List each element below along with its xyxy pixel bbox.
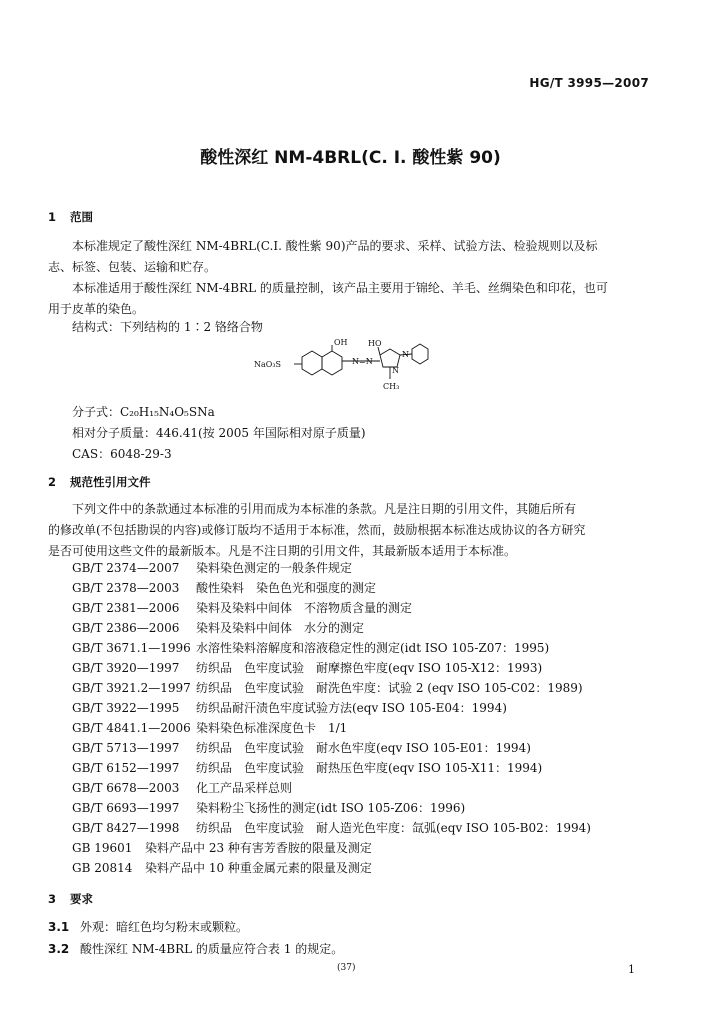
reference-title: 染料及染料中间体 水分的测定: [196, 621, 365, 635]
reference-item: [72, 698, 591, 718]
page-number: 1: [628, 963, 635, 976]
cas-number: CAS：6048-29-3: [72, 447, 172, 461]
scope-paragraph-2: [48, 278, 654, 320]
requirement-item: [48, 918, 248, 935]
section-number: 1: [48, 210, 57, 224]
reference-code: GB/T 3671.1—1996: [72, 641, 191, 655]
reference-code: GB/T 5713—1997: [72, 741, 180, 755]
ch3-label: CH₃: [383, 382, 400, 391]
scope-paragraph-1: [48, 236, 654, 278]
reference-item: [72, 838, 591, 858]
normative-intro: [48, 499, 654, 562]
reference-title: 纺织品 色牢度试验 耐热压色牢度(eqv ISO 105-X11：1994): [196, 761, 543, 775]
ho-label: HO: [368, 339, 382, 348]
reference-code: GB/T 3921.2—1997: [72, 681, 191, 695]
reference-title: 染料及染料中间体 不溶物质含量的测定: [196, 601, 413, 615]
reference-item: [72, 618, 591, 638]
reference-item: [72, 718, 591, 738]
reference-code: GB/T 6678—2003: [72, 781, 180, 795]
section-1-heading: [48, 209, 93, 225]
sulfonate-label: NaO₃S: [254, 360, 282, 369]
reference-code: GB/T 3920—1997: [72, 661, 180, 675]
reference-code: GB/T 8427—1998: [72, 821, 180, 835]
reference-code: GB/T 4841.1—2006: [72, 721, 191, 735]
reference-code: GB/T 2378—2003: [72, 581, 180, 595]
chemical-structure: [250, 337, 450, 397]
reference-code: GB/T 2386—2006: [72, 621, 180, 635]
reference-code: GB/T 2374—2007: [72, 561, 180, 575]
reference-code: GB/T 3922—1995: [72, 701, 180, 715]
reference-title: 化工产品采样总则: [196, 781, 293, 795]
reference-item: [72, 758, 591, 778]
n-label-2: N: [392, 366, 399, 375]
document-title: 酸性深红 NM-4BRL(C. I. 酸性紫 90): [200, 148, 501, 168]
reference-title: 染料染色标准深度色卡 1/1: [196, 721, 348, 735]
reference-title: 水溶性染料溶解度和溶液稳定性的测定(idt ISO 105-Z07：1995): [196, 641, 550, 655]
reference-item: [72, 638, 591, 658]
reference-code: GB/T 6693—1997: [72, 801, 180, 815]
requirement-text: 酸性深红 NM-4BRL 的质量应符合表 1 的规定。: [80, 942, 344, 956]
text-line: 本标准适用于酸性深红 NM-4BRL 的质量控制，该产品主要用于锦纶、羊毛、丝绸染色和印花，也可: [72, 281, 608, 295]
reference-title: 纺织品耐汗渍色牢度试验方法(eqv ISO 105-E04：1994): [196, 701, 507, 715]
reference-item: [72, 598, 591, 618]
section-title: 范围: [70, 210, 93, 224]
text-line: 的修改单(不包括勘误的内容)或修订版均不适用于本标准，然而，鼓励根据本标准达成协议的各方研究: [48, 523, 586, 537]
footer-page-marker: (37): [337, 963, 356, 973]
text-line: 志、标签、包装、运输和贮存。: [48, 260, 217, 274]
reference-title: 纺织品 色牢度试验 耐人造光色牢度：氙弧(eqv ISO 105-B02：1994): [196, 821, 591, 835]
oh-label: OH: [334, 338, 348, 347]
molecular-weight: 相对分子质量：446.41(按 2005 年国际相对原子质量): [72, 426, 366, 440]
reference-title: 染料产品中 23 种有害芳香胺的限量及测定: [145, 841, 372, 855]
text-line: 本标准规定了酸性深红 NM-4BRL(C.I. 酸性紫 90)产品的要求、采样、试验方法、检验规则以及标: [72, 239, 598, 253]
azo-label: N=N: [352, 357, 373, 366]
reference-title: 纺织品 色牢度试验 耐摩擦色牢度(eqv ISO 105-X12：1993): [196, 661, 543, 675]
requirement-number: 3.1: [48, 920, 70, 934]
reference-title: 染料粉尘飞扬性的测定(idt ISO 105-Z06：1996): [196, 801, 466, 815]
reference-code: GB 19601: [72, 841, 133, 855]
standard-code: HG/T 3995—2007: [529, 76, 649, 90]
reference-item: [72, 778, 591, 798]
text-line: 下列文件中的条款通过本标准的引用而成为本标准的条款。凡是注日期的引用文件，其随后所有: [72, 502, 577, 516]
reference-item: [72, 678, 591, 698]
n-label: N: [402, 350, 409, 359]
text-line: 是否可使用这些文件的最新版本。凡是不注日期的引用文件，其最新版本适用于本标准。: [48, 544, 517, 558]
section-title: 要求: [70, 892, 93, 906]
reference-item: [72, 578, 591, 598]
section-number: 3: [48, 892, 57, 906]
reference-item: [72, 738, 591, 758]
reference-title: 纺织品 色牢度试验 耐水色牢度(eqv ISO 105-E01：1994): [196, 741, 531, 755]
reference-title: 酸性染料 染色色光和强度的测定: [196, 581, 377, 595]
requirement-text: 外观：暗红色均匀粉末或颗粒。: [80, 920, 249, 934]
section-2-heading: [48, 474, 151, 490]
reference-list: [72, 558, 591, 878]
section-number: 2: [48, 475, 57, 489]
reference-title: 染料产品中 10 种重金属元素的限量及测定: [145, 861, 372, 875]
reference-item: [72, 818, 591, 838]
reference-title: 纺织品 色牢度试验 耐洗色牢度：试验 2 (eqv ISO 105-C02：1989): [196, 681, 583, 695]
section-title: 规范性引用文件: [70, 475, 151, 489]
reference-item: [72, 658, 591, 678]
structure-caption: 结构式：下列结构的 1∶2 铬络合物: [72, 320, 263, 334]
reference-item: [72, 558, 591, 578]
reference-item: [72, 798, 591, 818]
reference-title: 染料染色测定的一般条件规定: [196, 561, 353, 575]
reference-code: GB/T 2381—2006: [72, 601, 180, 615]
reference-code: GB/T 6152—1997: [72, 761, 180, 775]
text-line: 用于皮革的染色。: [48, 302, 145, 316]
section-3-heading: [48, 891, 93, 907]
requirement-number: 3.2: [48, 942, 70, 956]
requirement-item: [48, 940, 343, 957]
reference-code: GB 20814: [72, 861, 133, 875]
molecular-formula: 分子式：C₂₀H₁₅N₄O₅SNa: [72, 405, 215, 419]
reference-item: [72, 858, 591, 878]
